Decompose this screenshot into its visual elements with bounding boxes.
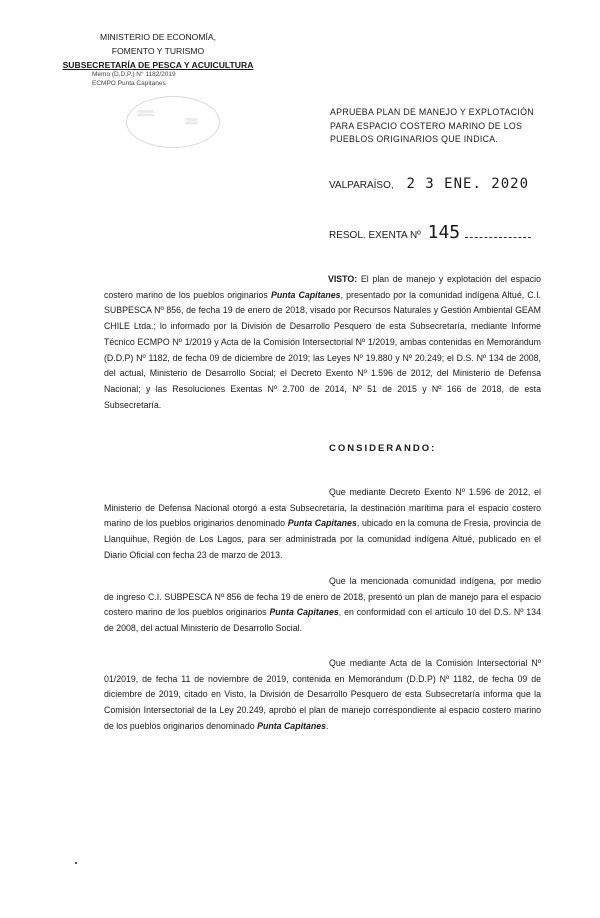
considerando-paragraph-2 — [104, 574, 541, 637]
ecmpo-name: Punta Capitanes — [257, 720, 327, 731]
reference-block — [92, 70, 176, 88]
place-date-line — [329, 176, 529, 192]
subsecretaria-line: SUBSECRETARÍA DE PESCA Y ACUICULTURA — [62, 60, 254, 70]
paragraph-text: Que la mencionada comunidad indígena, por medio de ingreso C.I. SUBPESCA Nº 856 de fecha 19 de enero de 2018, presentó un plan de manejo para el espacio costero marino de los pueblos originarios — [104, 576, 541, 618]
paragraph-text: , ubicado en la comuna de Fresia, provincia de Llanquihue, Región de Los Lagos, para ser administrada por la comunidad indígena Altué, publicado en el Diario Oficial con fecha 23 de marzo de 2013. — [104, 518, 541, 560]
ecmpo-name: Punta Capitanes — [270, 289, 341, 300]
date-stamp: 2 3 ENE. 2020 — [406, 176, 530, 192]
resol-number: 145 — [427, 222, 461, 243]
considerando-paragraph-1 — [104, 485, 541, 564]
place: VALPARAÍSO, — [329, 180, 394, 191]
visto-text: El plan de manejo y explotación del espacio costero marino de los pueblos originarios — [104, 274, 541, 300]
paragraph-text: Que mediante Decreto Exento Nº 1.596 de 2012, el Ministerio de Defensa Nacional otorgó a esta Subsecretaría, la destinación marítima para el espacio costero marino de los pueblos originarios denominado — [104, 487, 541, 529]
paragraph-text: Que mediante Acta de la Comisión Intersectorial Nº 01/2019, de fecha 11 de noviembre de 2019, contenida en Memorándum (D.D.P) Nº 1182, de fecha 09 de diciembre de 2019, citado en Visto, la División de Desarrollo Pesquero de esta Subsecretaría informa que la Comisión Intersectorial de la Ley 20.249, aprobó el plan de manejo correspondiente al espacio costero marino de los pueblos originarios denominado — [104, 658, 541, 731]
visto-paragraph — [104, 272, 541, 413]
page-mark — [75, 862, 77, 864]
ecmpo-name: Punta Capitanes — [269, 607, 339, 618]
memo-reference: Memo (D.D.P.) N° 1182/2019 — [92, 71, 176, 78]
paragraph-text: . — [326, 720, 329, 731]
ecmpo-name: Punta Capitanes — [287, 518, 357, 529]
resolution-title: APRUEBA PLAN DE MANEJO Y EXPLOTACIÓN PARA ESPACIO COSTERO MARINO DE LOS PUEBLOS ORIGINARIOS QUE INDICA. — [330, 107, 534, 144]
considerando-heading: CONSIDERANDO: — [329, 443, 437, 454]
ministry-line: FOMENTO Y TURISMO — [111, 46, 205, 56]
considerando-paragraph-3 — [104, 656, 541, 735]
ministry-header — [58, 30, 258, 72]
resol-label: RESOL. EXENTA Nº — [329, 230, 421, 241]
resolution-number-line — [329, 222, 531, 243]
official-stamp: ▒▒▒▒ ▒▒▒ — [126, 96, 220, 148]
visto-text: , presentado por la comunidad indígena Altué, C.I. SUBPESCA Nº 856, de fecha 19 de enero de 2018, visado por Recursos Naturales y Gestión Ambiental GEAM CHILE Ltda.; lo informado por la División de Desarrollo Pesquero de esta Subsecretaría, mediante Informe Técnico ECMPO Nº 1/2019 y Acta de la Comisión Intersectorial Nº 1/2019, ambas contenidas en Memorándum (D.D.P) Nº 1182, de fecha 09 de diciembre de 2019; las Leyes Nº 19.880 y Nº 20.249; el D.S. Nº 134 de 2008, del actual, Ministerio de Desarrollo Social; el Decreto Exento Nº 1.596 de 2012, del Ministerio de Defensa Nacional; y las Resoluciones Exentas Nº 2.700 de 2014, Nº 51 de 2015 y Nº 166 de 2018, de esta Subsecretaría. — [104, 289, 541, 410]
ministry-line: MINISTERIO DE ECONOMÍA, — [99, 32, 217, 42]
paragraph-text: , en conformidad con el artículo 10 del D.S. Nº 134 de 2008, del actual Ministerio de Desarrollo Social. — [104, 607, 541, 634]
ecmpo-reference: ECMPO Punta Capitanes — [92, 80, 166, 87]
visto-label: VISTO: — [328, 274, 358, 284]
number-underline — [465, 237, 531, 238]
